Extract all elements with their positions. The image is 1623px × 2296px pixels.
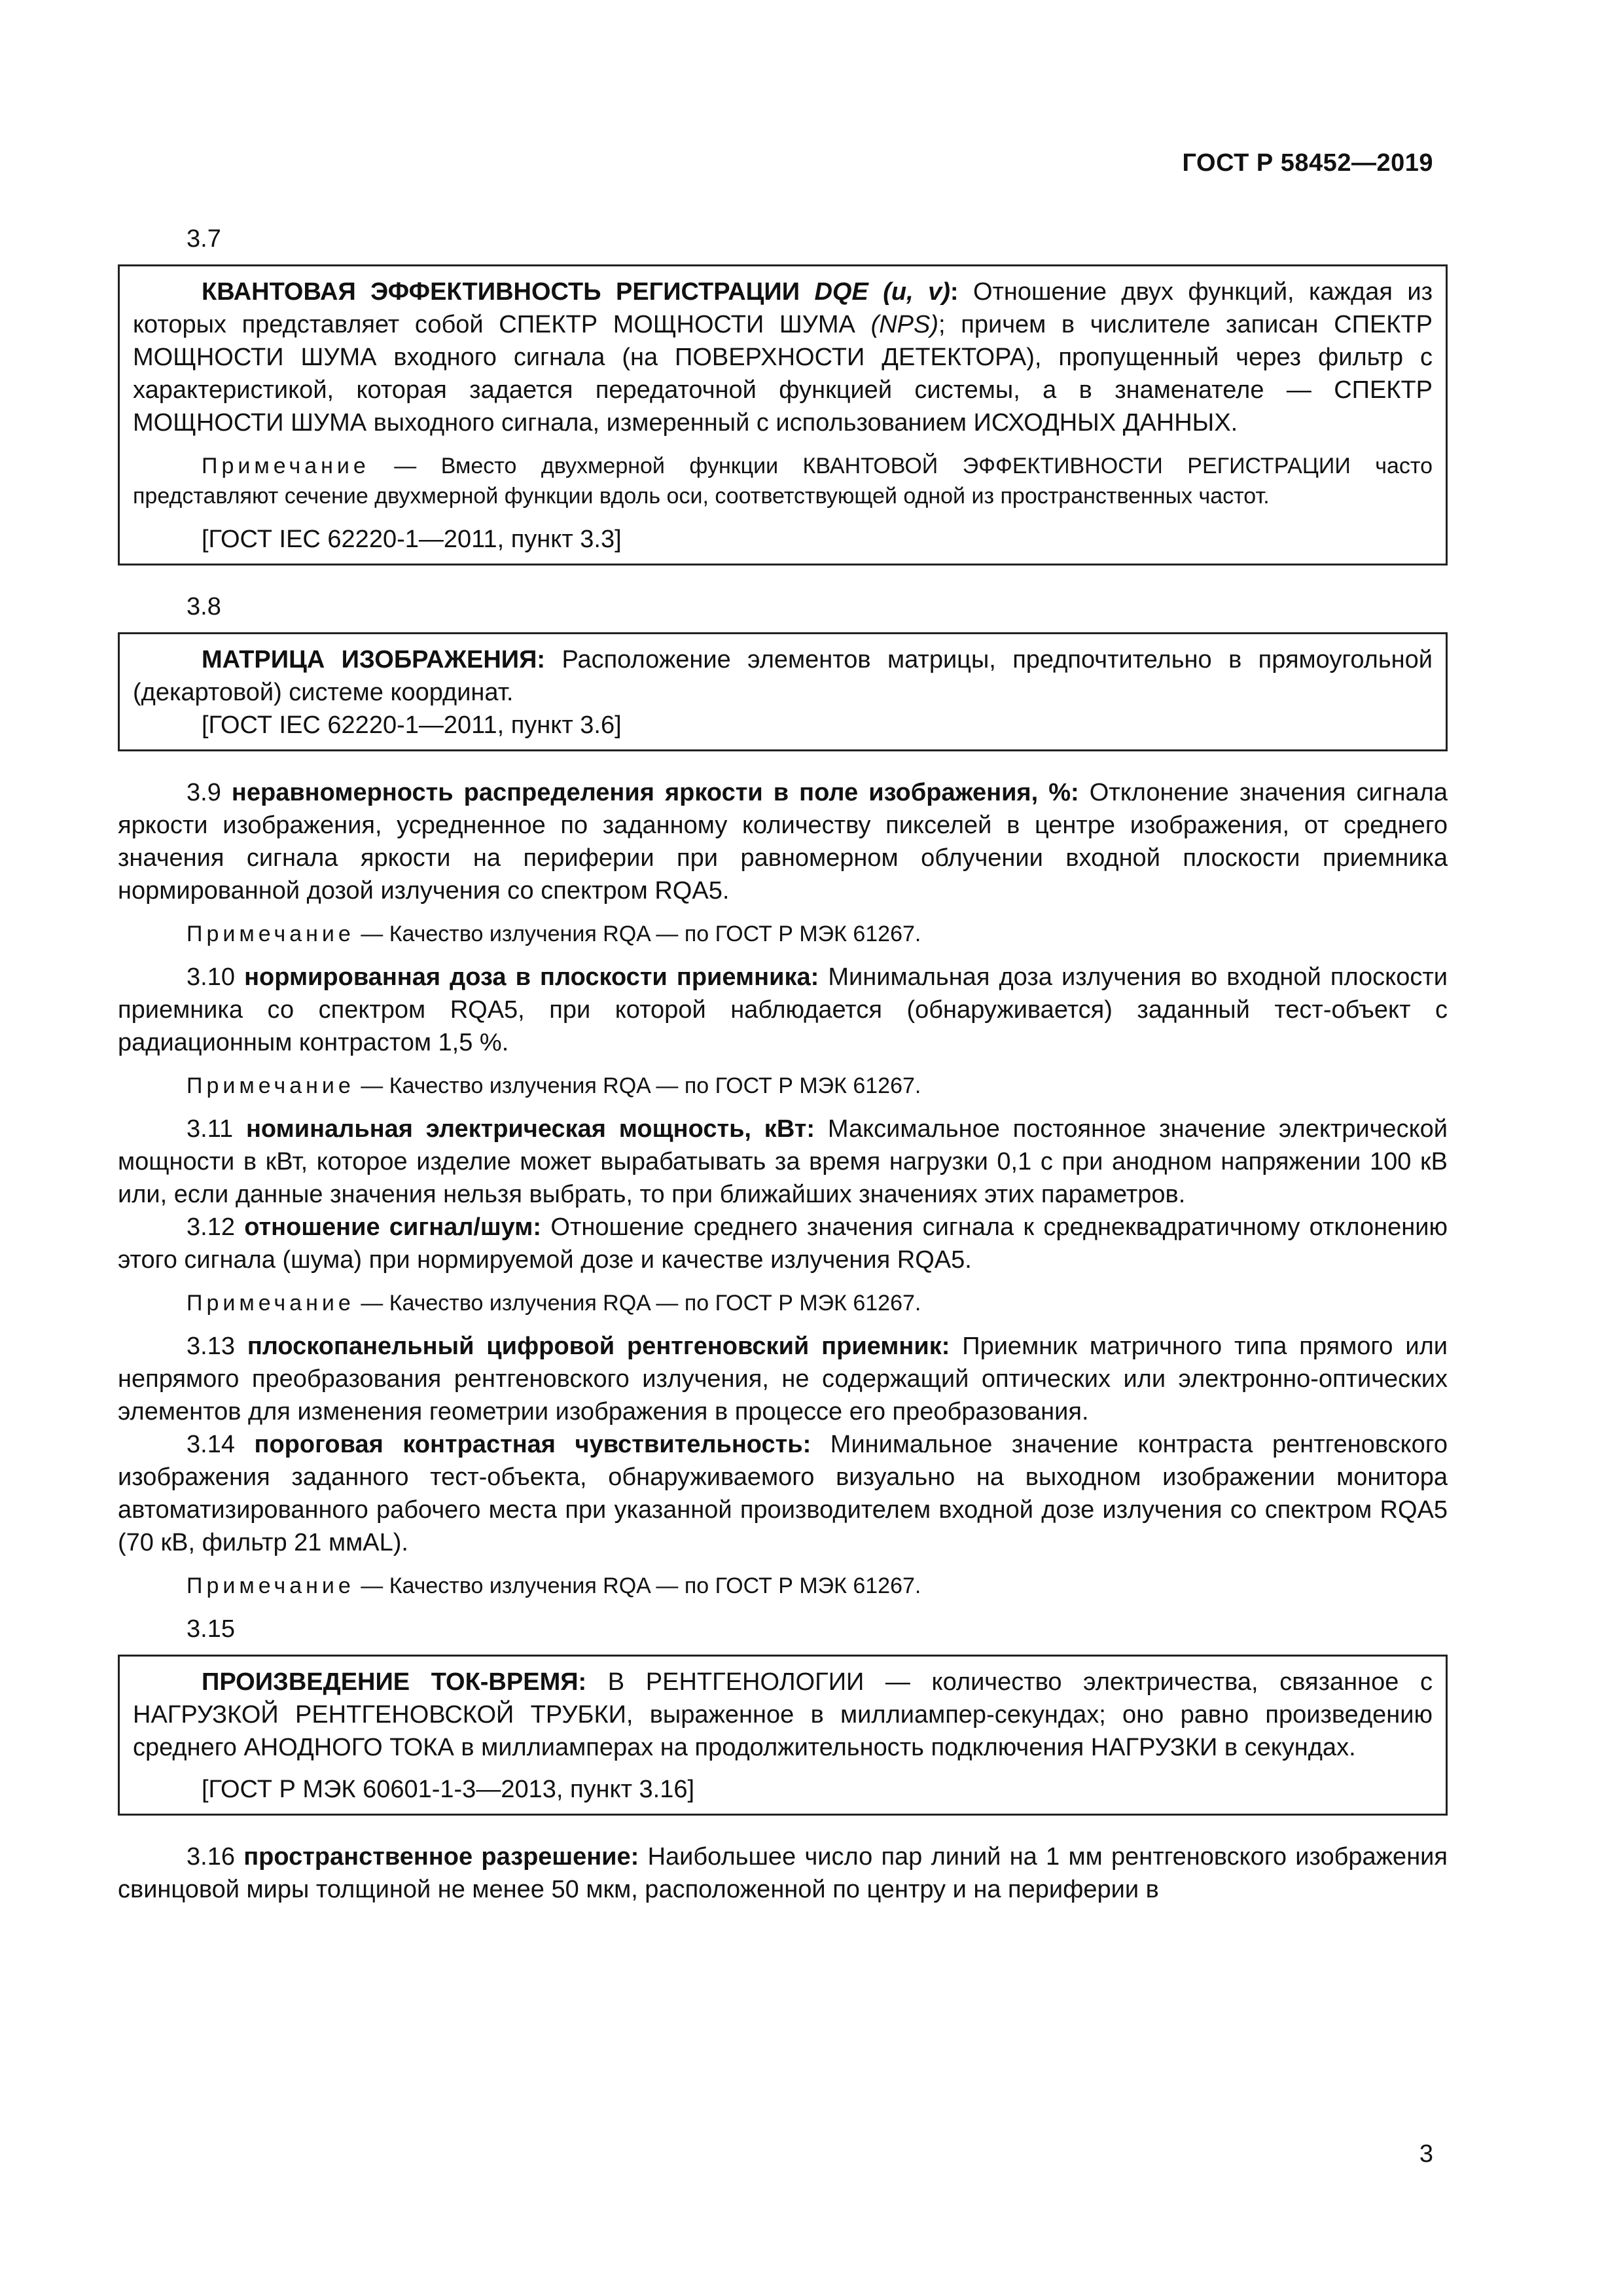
- definition-text-3-12: [118, 1211, 1448, 1276]
- section-number-3-13: 3.13: [187, 1333, 247, 1360]
- source-reference-3-8: [ГОСТ IEC 62220-1—2011, пункт 3.6]: [202, 711, 622, 739]
- definition-brightness-nonuniformity: Отклонение значения сигнала яркости изображения, усредненное по заданному количеству пикселей в центре изображения, от среднего значения сигнала яркости на периферии при равномерном облучении входной плоскости приемника нормированной дозой излучения со спектром RQA5.: [118, 779, 1448, 905]
- term-nominal-power: номинальная электрическая мощность, кВт:: [245, 1115, 815, 1143]
- plain-definitions: [118, 776, 1448, 1601]
- note-text-3-10: — Качество излучения RQA — по ГОСТ Р МЭК 61267.: [354, 1073, 921, 1098]
- term-threshold-contrast: пороговая контрастная чувствительность:: [254, 1431, 812, 1458]
- definition-dqe-part2: ; причем в числителе записан СПЕКТР МОЩНОСТИ ШУМА входного сигнала (на ПОВЕРХНОСТИ ДЕТЕКТОРА), пропущенный через фильтр с характеристикой, которая задается передаточной функцией системы, а в знаменателе — СПЕКТР МОЩНОСТИ ШУМА выходного сигнала, измеренный с использованием ИСХОДНЫХ ДАННЫХ.: [133, 311, 1433, 437]
- section-number-3-12: 3.12: [187, 1213, 245, 1241]
- note-text-3-7: — Вместо двухмерной функции КВАНТОВОЙ ЭФФЕКТИВНОСТИ РЕГИСТРАЦИИ часто представляют сечение двухмерной функции вдоль оси, соответствующей одной из пространственных частот.: [133, 454, 1433, 509]
- term-dqe-symbol: DQE (u, v): [814, 278, 950, 306]
- definition-image-matrix: Расположение элементов матрицы, предпочтительно в прямоугольной (декартовой) системе координат.: [133, 646, 1433, 706]
- note-text-3-12: — Качество излучения RQA — по ГОСТ Р МЭК 61267.: [354, 1291, 921, 1316]
- definition-normalized-dose: Минимальная доза излучения во входной плоскости приемника со спектром RQA5, при которой наблюдается (обнаруживается) заданный тест-объект с радиационным контрастом 1,5 %.: [118, 963, 1448, 1056]
- term-snr: отношение сигнал/шум:: [244, 1213, 542, 1241]
- section-number-3-11: 3.11: [187, 1115, 246, 1143]
- definition-nominal-power: Максимальное постоянное значение электрической мощности в кВт, которое изделие может вырабатывать за время нагрузки 0,1 с при анодном напряжении 100 кВ или, если данные значения нельзя выбрать, то при ближайших значениях этих параметров.: [118, 1115, 1448, 1208]
- section-number-3-9: 3.9: [187, 779, 232, 806]
- note-label: Примечание: [187, 1573, 355, 1598]
- section-number-3-15: 3.15: [187, 1615, 235, 1643]
- definition-flat-panel-detector: Приемник матричного типа прямого или непрямого преобразования рентгеновского излучения, не содержащий оптических или электронно-оптических элементов для изменения геометрии изображения в процессе его преобразования.: [118, 1333, 1448, 1426]
- definition-text-3-10: [118, 961, 1448, 1059]
- definition-box-3-15: [118, 1655, 1448, 1816]
- definition-text-3-15: [133, 1666, 1433, 1764]
- term-image-matrix: МАТРИЦА ИЗОБРАЖЕНИЯ:: [202, 646, 546, 673]
- section-number-3-16: 3.16: [187, 1843, 244, 1871]
- note-3-9: [118, 919, 1448, 949]
- definition-current-time-product: В РЕНТГЕНОЛОГИИ — количество электричества, связанное с НАГРУЗКОЙ РЕНТГЕНОВСКОЙ ТРУБКИ, выраженное в миллиампер-секундах; оно равно произведению среднего АНОДНОГО ТОКА в миллиамперах на продолжительность подключения НАГРУЗКИ в секундах.: [133, 1668, 1433, 1761]
- note-label: Примечание: [202, 454, 370, 478]
- definition-text-3-8: [133, 643, 1433, 709]
- term-normalized-dose: нормированная доза в плоскости приемника:: [244, 963, 819, 991]
- note-label: Примечание: [187, 1073, 355, 1098]
- note-3-10: [118, 1071, 1448, 1101]
- term-flat-panel-detector: плоскопанельный цифровой рентгеновский приемник:: [247, 1333, 950, 1360]
- note-label: Примечание: [187, 922, 355, 946]
- term-brightness-nonuniformity: неравномерность распределения яркости в поле изображения, %:: [231, 779, 1079, 806]
- note-3-7: [133, 451, 1433, 511]
- document-body: [118, 223, 1448, 1906]
- definition-text-3-9: [118, 776, 1448, 907]
- document-id-header: ГОСТ Р 58452—2019: [1182, 149, 1433, 177]
- source-reference-3-15: [ГОСТ Р МЭК 60601-1-3—2013, пункт 3.16]: [202, 1776, 695, 1803]
- section-number-3-14: 3.14: [187, 1431, 255, 1458]
- definition-threshold-contrast: Минимальное значение контраста рентгеновского изображения заданного тест-объекта, обнаруживаемого визуально на выходном изображении монитора автоматизированного рабочего места при указанной производителем входной дозе излучения со спектром RQA5 (70 кВ, фильтр 21 ммAL).: [118, 1431, 1448, 1556]
- note-text-3-14: — Качество излучения RQA — по ГОСТ Р МЭК 61267.: [354, 1573, 921, 1598]
- term-dqe: КВАНТОВАЯ ЭФФЕКТИВНОСТЬ РЕГИСТРАЦИИ: [202, 278, 815, 306]
- definition-spatial-resolution: Наибольшее число пар линий на 1 мм рентгеновского изображения свинцовой миры толщиной не менее 50 мкм, расположенной по центру и на периферии в: [118, 1843, 1448, 1903]
- definition-snr: Отношение среднего значения сигнала к среднеквадратичному отклонению этого сигнала (шума) при нормируемой дозе и качестве излучения RQA5.: [118, 1213, 1448, 1274]
- section-number-3-7: 3.7: [187, 225, 221, 253]
- term-dqe-colon: :: [950, 278, 959, 306]
- definition-text-3-7: [133, 276, 1433, 439]
- definition-text-3-11: [118, 1113, 1448, 1211]
- definition-text-3-14: [118, 1428, 1448, 1559]
- section-number-3-8: 3.8: [187, 593, 221, 620]
- definition-box-3-8: [118, 632, 1448, 751]
- definition-text-3-13: [118, 1330, 1448, 1428]
- definition-text-3-16: [118, 1840, 1448, 1906]
- term-spatial-resolution: пространственное разрешение:: [243, 1843, 639, 1871]
- section-number-3-10: 3.10: [187, 963, 245, 991]
- note-text-3-9: — Качество излучения RQA — по ГОСТ Р МЭК 61267.: [354, 922, 921, 946]
- definition-box-3-7: [118, 264, 1448, 565]
- term-current-time-product: ПРОИЗВЕДЕНИЕ ТОК-ВРЕМЯ:: [202, 1668, 587, 1696]
- source-reference-3-7: [ГОСТ IEC 62220-1—2011, пункт 3.3]: [202, 526, 622, 553]
- note-label: Примечание: [187, 1291, 355, 1316]
- note-3-14: [118, 1571, 1448, 1601]
- definition-dqe-part1: Отношение двух функций, каждая из которых представляет собой СПЕКТР МОЩНОСТИ ШУМА: [133, 278, 1433, 338]
- nps-abbrev: (NPS): [870, 311, 939, 338]
- note-3-12: [118, 1288, 1448, 1318]
- page-number: 3: [1419, 2140, 1433, 2168]
